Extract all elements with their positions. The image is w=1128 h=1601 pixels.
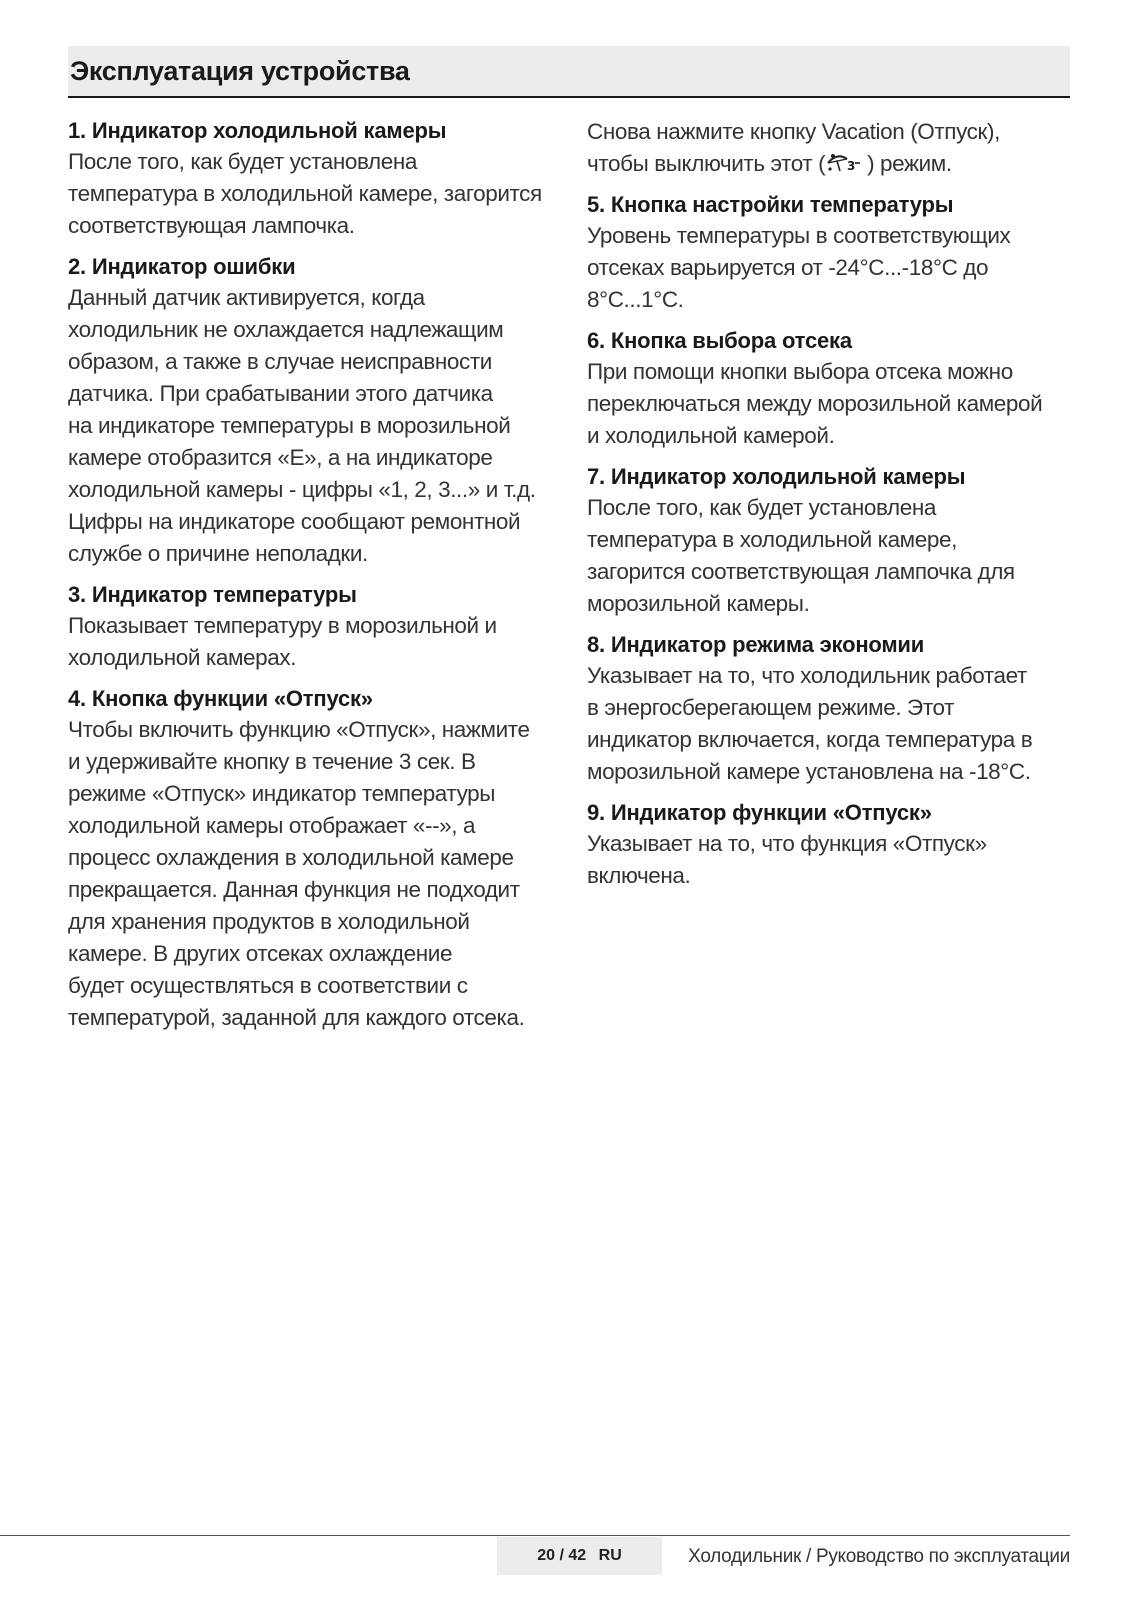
section-text-line: и холодильной камерой. xyxy=(587,423,835,448)
page-number: 20 / 42 xyxy=(537,1547,587,1564)
section-text-line: загорится соответствующая лампочка для xyxy=(587,559,1015,584)
section-heading: 5. Кнопка настройки температуры xyxy=(587,192,954,217)
vacation-note-after: ) режим. xyxy=(861,151,952,176)
right-section-5 xyxy=(587,798,1067,892)
section-text-line: холодильник не охлаждается надлежащим xyxy=(68,317,504,342)
section-text-line: холодильной камеры отображает «--», а xyxy=(68,813,476,838)
right-section-4 xyxy=(587,630,1067,788)
section-text-line: процесс охлаждения в холодильной камере xyxy=(68,845,514,870)
section-text-line: Данный датчик активируется, когда xyxy=(68,285,425,310)
section-text-line: отсеках варьируется от -24°C...-18°C до xyxy=(587,255,989,280)
footer-divider xyxy=(0,1535,1070,1536)
page-number-box xyxy=(497,1537,662,1575)
left-section-1 xyxy=(68,116,548,242)
page-title: Эксплуатация устройства xyxy=(70,56,410,86)
right-section-1 xyxy=(587,190,1067,316)
svg-text:3: 3 xyxy=(847,159,856,173)
section-text-line: прекращается. Данная функция не подходит xyxy=(68,877,520,902)
vacation-note-before: чтобы выключить этот ( xyxy=(587,151,826,176)
section-text-line: Цифры на индикаторе сообщают ремонтной xyxy=(68,509,521,534)
section-heading: 4. Кнопка функции «Отпуск» xyxy=(68,686,373,711)
section-text-line: камере отобразится «Е», а на индикаторе xyxy=(68,445,493,470)
section-heading: 9. Индикатор функции «Отпуск» xyxy=(587,800,932,825)
section-heading: 3. Индикатор температуры xyxy=(68,582,357,607)
section-heading: 2. Индикатор ошибки xyxy=(68,254,296,279)
section-text-line: После того, как будет установлена xyxy=(587,495,936,520)
section-text-line: После того, как будет установлена xyxy=(68,149,417,174)
vacation-note-line-2 xyxy=(587,148,1067,184)
footer-doc-title: Холодильник / Руководство по эксплуатации xyxy=(688,1546,1070,1567)
vacation-off-note xyxy=(587,116,1067,184)
left-section-4 xyxy=(68,684,548,1034)
section-text-line: образом, а также в случае неисправности xyxy=(68,349,492,374)
section-text-line: Показывает температуру в морозильной и xyxy=(68,613,497,638)
left-section-2 xyxy=(68,252,548,570)
vacation-umbrella-icon xyxy=(825,151,861,184)
section-text-line: индикатор включается, когда температура в xyxy=(587,727,1033,752)
section-text-line: будет осуществляться в соответствии с xyxy=(68,973,468,998)
language-code: RU xyxy=(598,1547,622,1564)
section-text-line: При помощи кнопки выбора отсека можно xyxy=(587,359,1013,384)
section-text-line: для хранения продуктов в холодильной xyxy=(68,909,470,934)
section-text-line: соответствующая лампочка. xyxy=(68,213,355,238)
section-text-line: Чтобы включить функцию «Отпуск», нажмите xyxy=(68,717,530,742)
section-text-line: в энергосберегающем режиме. Этот xyxy=(587,695,955,720)
section-text-line: службе о причине неполадки. xyxy=(68,541,368,566)
section-heading: 8. Индикатор режима экономии xyxy=(587,632,925,657)
section-heading: 7. Индикатор холодильной камеры xyxy=(587,464,966,489)
section-text-line: переключаться между морозильной камерой xyxy=(587,391,1043,416)
section-text-line: Уровень температуры в соответствующих xyxy=(587,223,1011,248)
section-text-line: камере. В других отсеках охлаждение xyxy=(68,941,453,966)
right-section-2 xyxy=(587,326,1067,452)
section-text-line: температурой, заданной для каждого отсека. xyxy=(68,1005,525,1030)
section-text-line: температура в холодильной камере, xyxy=(587,527,957,552)
section-text-line: на индикаторе температуры в морозильной xyxy=(68,413,511,438)
vacation-note-line-1: Снова нажмите кнопку Vacation (Отпуск), xyxy=(587,119,1000,144)
section-text-line: холодильной камеры - цифры «1, 2, 3...» и т.д. xyxy=(68,477,536,502)
left-column xyxy=(68,116,548,1044)
right-column xyxy=(587,116,1067,902)
section-text-line: температура в холодильной камере, загорится xyxy=(68,181,542,206)
section-text-line: датчика. При срабатывании этого датчика xyxy=(68,381,493,406)
section-text-line: режиме «Отпуск» индикатор температуры xyxy=(68,781,496,806)
section-text-line: и удерживайте кнопку в течение 3 сек. В xyxy=(68,749,476,774)
section-text-line: включена. xyxy=(587,863,691,888)
section-heading: 1. Индикатор холодильной камеры xyxy=(68,118,447,143)
right-section-3 xyxy=(587,462,1067,620)
section-text-line: холодильной камерах. xyxy=(68,645,297,670)
section-text-line: Указывает на то, что функция «Отпуск» xyxy=(587,831,987,856)
right-sections xyxy=(587,190,1067,892)
section-text-line: морозильной камере установлена на -18°C. xyxy=(587,759,1031,784)
section-heading: 6. Кнопка выбора отсека xyxy=(587,328,852,353)
section-text-line: 8°C...1°C. xyxy=(587,287,684,312)
section-text-line: морозильной камеры. xyxy=(587,591,810,616)
left-section-3 xyxy=(68,580,548,674)
page-header xyxy=(68,46,1070,98)
section-text-line: Указывает на то, что холодильник работает xyxy=(587,663,1027,688)
